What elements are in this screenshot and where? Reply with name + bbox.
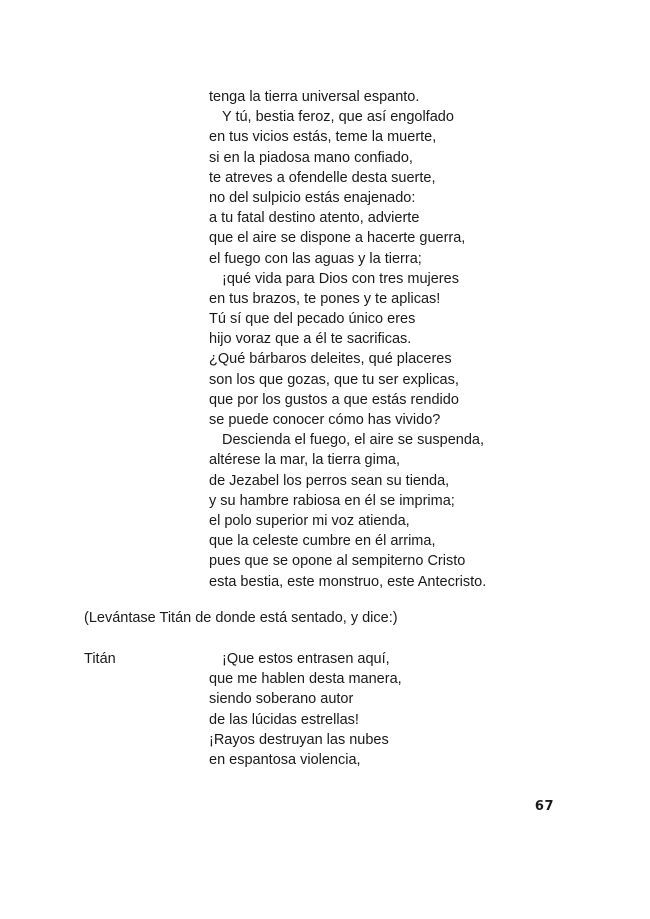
verse-line: hijo voraz que a él te sacrificas. [209, 331, 412, 348]
speech-line: que me hablen desta manera, [209, 671, 402, 688]
speech-block [209, 649, 402, 770]
verse-line: de Jezabel los perros sean su tienda, [209, 472, 450, 489]
verse-line: son los que gozas, que tu ser explicas, [209, 371, 459, 388]
verse-line: Y tú, bestia feroz, que así engolfado [222, 109, 454, 126]
verse-line: si en la piadosa mano confiado, [209, 149, 413, 166]
speech-line: en espantosa violencia, [209, 751, 361, 768]
speech-line: ¡Que estos entrasen aquí, [222, 651, 390, 667]
stage-direction: (Levántase Titán de donde está sentado, y dice:) [84, 610, 398, 626]
speaker-name: Titán [84, 651, 116, 667]
verse-line: y su hambre rabiosa en él se imprima; [209, 492, 455, 509]
verse-line: a tu fatal destino atento, advierte [209, 210, 420, 227]
verse-line: que el aire se dispone a hacerte guerra, [209, 230, 466, 247]
verse-line: que la celeste cumbre en él arrima, [209, 533, 436, 550]
verse-line: el fuego con las aguas y la tierra; [209, 250, 422, 267]
verse-line: Descienda el fuego, el aire se suspenda, [222, 432, 484, 449]
verse-line: pues que se opone al sempiterno Cristo [209, 553, 466, 570]
page-number: 67 [534, 799, 554, 814]
verse-line: el polo superior mi voz atienda, [209, 512, 410, 529]
verse-line: que por los gustos a que estás rendido [209, 391, 459, 408]
verse-line: altérese la mar, la tierra gima, [209, 452, 400, 469]
speech-line: de las lúcidas estrellas! [209, 711, 359, 728]
speech-line: ¡Rayos destruyan las nubes [209, 731, 389, 748]
verse-line: ¿Qué bárbaros deleites, qué placeres [209, 351, 452, 368]
verse-line: se puede conocer cómo has vivido? [209, 412, 441, 428]
verse-line: ¡qué vida para Dios con tres mujeres [222, 270, 459, 287]
verse-line: Tú sí que del pecado único eres [209, 311, 416, 328]
verse-block [209, 87, 486, 592]
verse-line: tenga la tierra universal espanto. [209, 89, 420, 105]
verse-line: te atreves a ofendelle desta suerte, [209, 169, 436, 186]
speech-line: siendo soberano autor [209, 691, 354, 708]
verse-line: en tus vicios estás, teme la muerte, [209, 129, 437, 146]
verse-line: en tus brazos, te pones y te aplicas! [209, 290, 441, 307]
verse-line: no del sulpicio estás enajenado: [209, 189, 416, 206]
verse-line: esta bestia, este monstruo, este Antecristo. [209, 573, 487, 590]
